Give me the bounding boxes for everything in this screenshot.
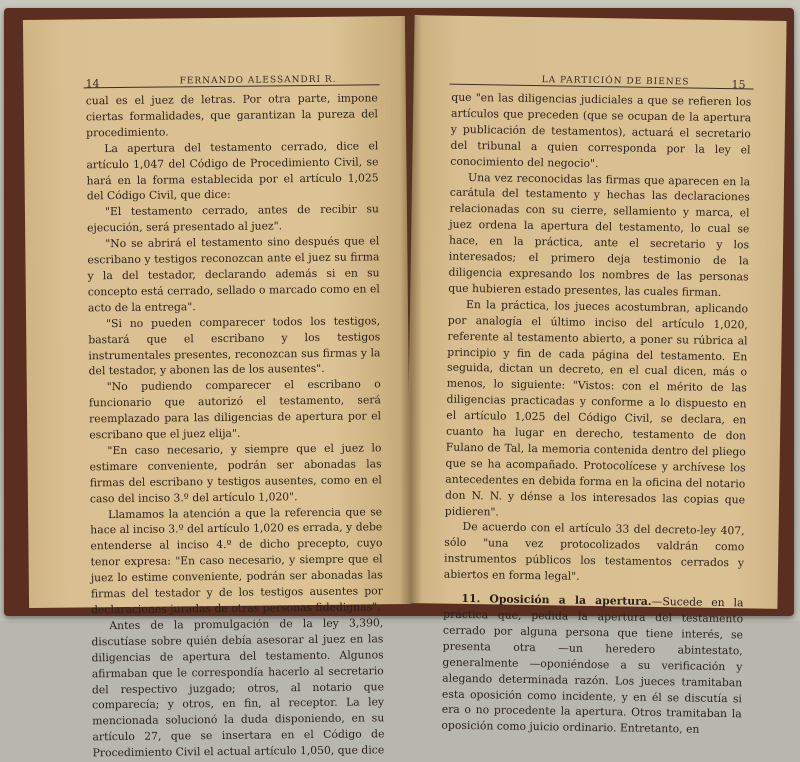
paragraph: De acuerdo con el artículo 33 del decreto-ley 407, sólo "una vez protocolizados valdrán como instrumentos públicos los testamentos cerrados y abiertos en forma legal". xyxy=(443,520,745,583)
paragraph: Llamamos la atención a que la referencia que se hace al inciso 3.º del artículo 1,020 es errada, y debe entenderse al inciso 4.º de dicho precepto, cuyo tenor expresa: "En caso necesario, y siempre que el juez lo estime conveniente, podrán ser abonadas las firmas del testador y de los testigos ausentes por declaraciones juradas de otras personas fidedignas". xyxy=(90,504,383,617)
paragraph: "No pudiendo comparecer el escribano o funcionario que autorizó el testamento, será reemplazado para las diligencias de apertura por el escribano que el juez elija". xyxy=(88,377,382,442)
paragraph: En la práctica, los jueces acostumbran, aplicando por analogía el último inciso del artículo 1,020, referente al testamento abierto, a poner su rúbrica al principio y fin de cada página del testamento. En seguida, dictan un decreto, en el cual dicen, más o menos, lo siguiente: "Vistos: con el mérito de las diligencias practicadas y conforme a lo dispuesto en el artículo 1,025 del Código Civil, se declara, en cuanto ha lugar en derecho, testamento de don Fulano de Tal, la memoria contenida dentro del pliego que se ha acompañado. Protocolícese y archívese los antecedentes en debida forma en la oficina del notario don N. N. y dénse a los interesados las copias que pidieren". xyxy=(444,297,749,519)
page-number-right: 15 xyxy=(731,78,746,92)
paragraph: Antes de la promulgación de la ley 3,390, discutíase sobre quién debía asesorar al juez en las diligencias de apertura del testamento. Algunos afirmaban que le correspondía hacerlo al secretario del respectivo juzgado; otros, al notario que comparecía; y otros, en fin, al receptor. La ley mencionada solucionó la duda disponiendo, en su artículo 27, que se insertara en el Código de Procedimiento Civil el actual artículo 1,050, que dice xyxy=(91,616,385,760)
paragraph: "No se abrirá el testamento sino después que el escribano y testigos reconozcan ante el juez su firma y la del testador, declarando además si en su concepto está cerrado, sellado o marcado como en el acto de la entrega". xyxy=(87,234,380,315)
paragraph: "Si no pueden comparecer todos los testigos, bastará que el escribano y los testigos instrumentales presentes, reconozcan sus firmas y la del testador, y abonen las de los ausentes". xyxy=(88,313,381,378)
paragraph: cual es el juez de letras. Por otra parte, impone ciertas formalidades, que garantizan la pureza del procedimiento. xyxy=(85,91,379,140)
left-page-body xyxy=(86,90,385,761)
left-page xyxy=(23,16,411,760)
page-number-left: 14 xyxy=(85,77,100,91)
paragraph: que "en las diligencias judiciales a que se refieren los artículos que preceden (que se ocupan de la apertura y publicación de testamentos), actuará el secretario del tribunal a quien corresponda por la ley el conocimiento del negocio". xyxy=(450,90,752,170)
section-text: —Sucede en la práctica que, pedida la apertura del testamento cerrado por alguna persona que tiene interés, se presenta otra —un heredero abintestato, generalmente —oponiéndose a su verificación y alegando determinada razón. Los jueces tramitaban esta oposición como incidente, y en él se discutía si era o no procedente la apertura. Otros tramitaban la oposición como juicio ordinario. Entretanto, en xyxy=(441,595,744,737)
paragraph: "En caso necesario, y siempre que el juez lo estimare conveniente, podrán ser abonadas las firmas del escribano y testigos ausentes, como en el caso del inciso 3.º del artículo 1,020". xyxy=(89,441,382,505)
running-head-left: FERNANDO ALESSANDRI R. xyxy=(179,74,337,87)
running-head-right: LA PARTICIÓN DE BIENES xyxy=(541,75,690,88)
section-paragraph xyxy=(441,591,743,739)
right-page-body xyxy=(441,90,751,739)
paragraph: La apertura del testamento cerrado, dice el artículo 1,047 del Código de Procedimiento Civil, se hará en la forma establecida por el artículo 1,025 del Código Civil, que dice: xyxy=(86,139,379,203)
header-rule-left xyxy=(84,84,380,88)
paragraph: Una vez reconocidas las firmas que aparecen en la carátula del testamento y hechas las declaraciones relacionadas con su cierre, sellamiento y marca, el juez ordena la apertura del testamento, lo cual se hace, en la práctica, ante el secretario y los interesados; el primero deja testimonio de la diligencia expresando los nombres de las personas que hubieren estado presentes, las cuales firman. xyxy=(448,170,751,299)
section-heading: 11. Oposición a la apertura. xyxy=(461,592,652,609)
paragraph: "El testamento cerrado, antes de recibir su ejecución, será presentado al juez". xyxy=(87,202,379,235)
book-gutter xyxy=(400,16,422,608)
right-page xyxy=(405,15,786,737)
